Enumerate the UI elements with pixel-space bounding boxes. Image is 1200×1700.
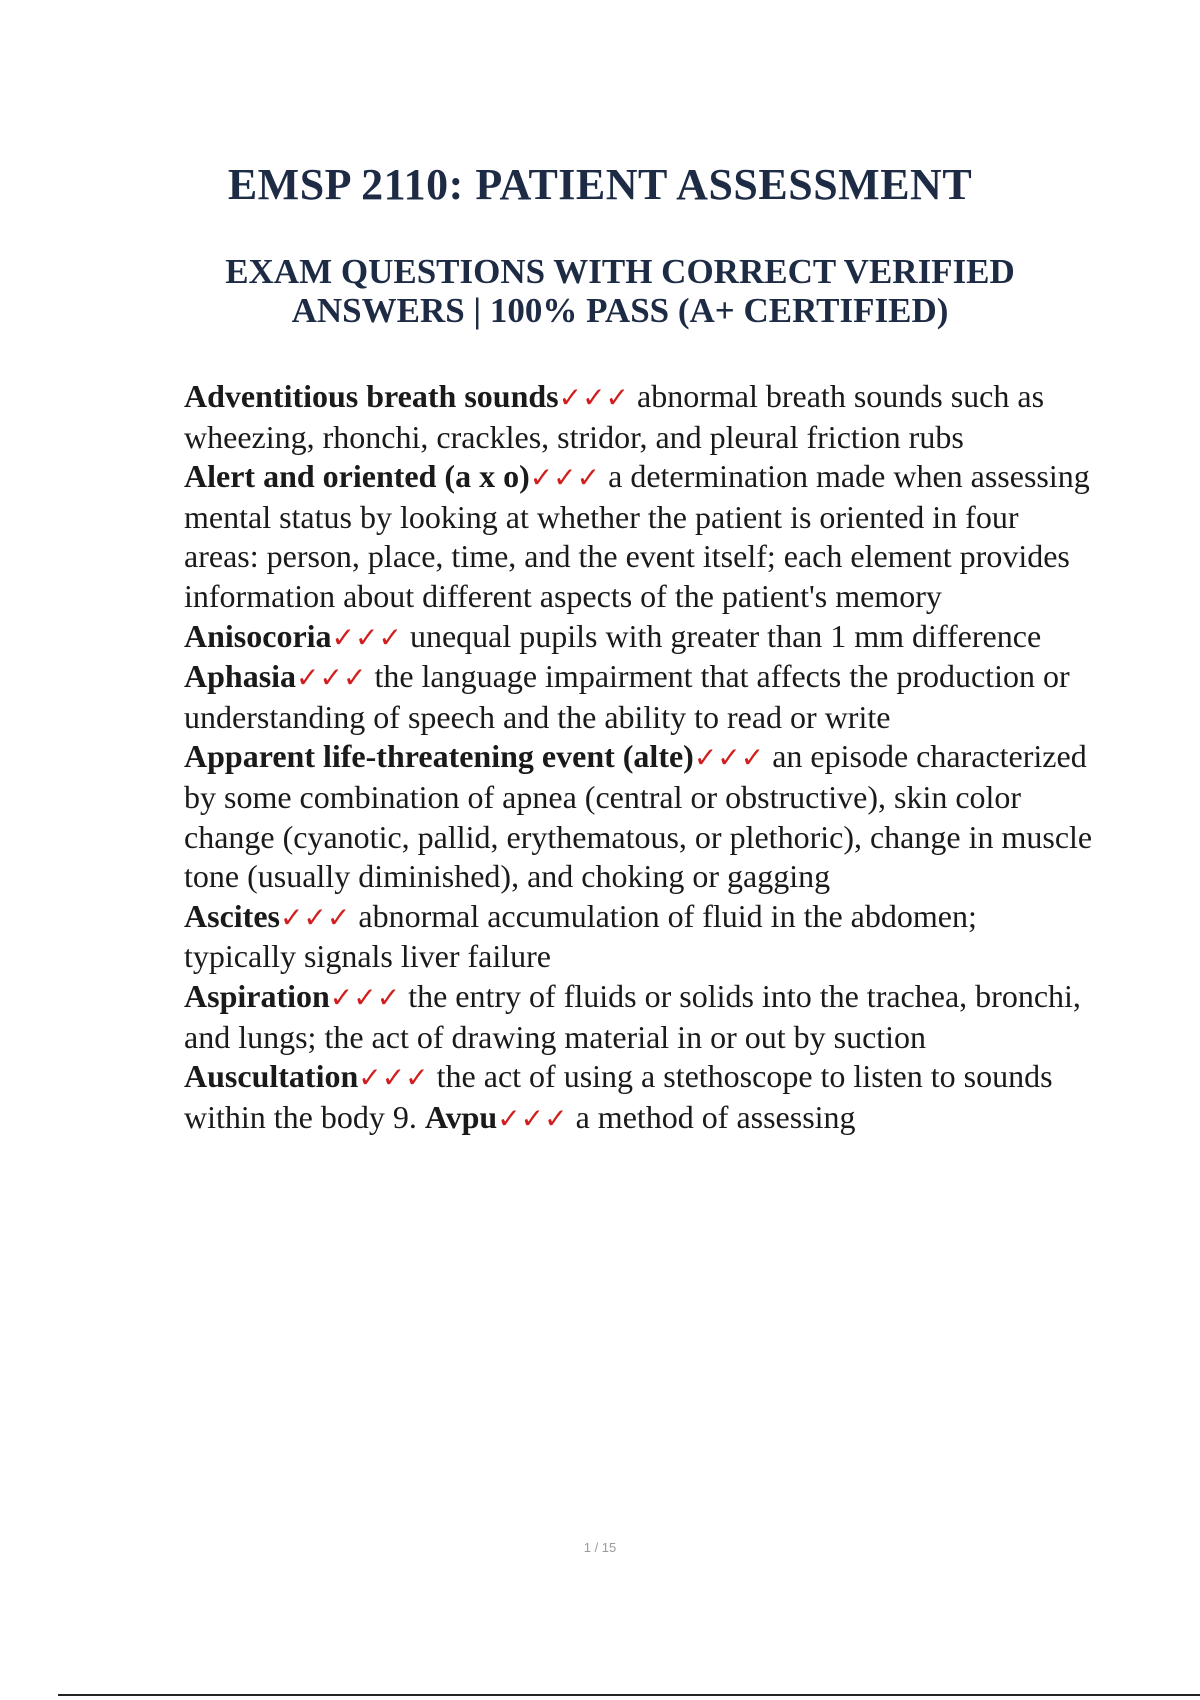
check-marks-icon: ✓✓✓	[331, 620, 402, 654]
glossary-entry	[184, 617, 1094, 658]
entry-definition: the language impairment that affects the production or understanding of speech and the ability to read or write	[184, 658, 1070, 735]
entry-definition: an episode characterized by some combination of apnea (central or obstructive), skin color change (cyanotic, pallid, erythematous, or plethoric), change in muscle tone (usually diminished), and choking or gagging	[184, 738, 1093, 895]
check-marks-icon: ✓✓✓	[558, 381, 630, 414]
entry-term: Anisocoria	[184, 617, 332, 654]
glossary-entry	[184, 1057, 1094, 1138]
check-marks-icon: ✓✓✓	[296, 661, 367, 695]
entry-definition: unequal pupils with greater than 1 mm difference	[401, 617, 1042, 654]
check-marks-icon: ✓✓✓	[358, 1061, 429, 1095]
entry-term: Apparent life-threatening event (alte)	[184, 738, 694, 775]
check-marks-icon: ✓✓✓	[497, 1101, 568, 1135]
entry-definition: the act of using a stethoscope to listen to sounds within the body 9.	[184, 1058, 1053, 1135]
document-subtitle: EXAM QUESTIONS WITH CORRECT VERIFIED ANSWERS | 100% PASS (A+ CERTIFIED)	[225, 252, 1015, 330]
glossary-entry	[184, 897, 1094, 977]
glossary-entry	[184, 737, 1094, 896]
entry-term: Adventitious breath sounds	[184, 378, 559, 414]
entry-term: Avpu	[424, 1098, 498, 1135]
entry-definition: a method of assessing	[567, 1098, 856, 1135]
check-marks-icon: ✓✓✓	[279, 900, 351, 934]
page-divider	[58, 1694, 1200, 1696]
check-marks-icon: ✓✓✓	[329, 980, 401, 1014]
entry-definition: abnormal breath sounds such as wheezing, rhonchi, crackles, stridor, and pleural friction rubs	[184, 378, 1045, 455]
entry-term: Aphasia	[184, 658, 297, 695]
glossary-entry	[184, 457, 1094, 616]
glossary-entry	[184, 657, 1094, 737]
check-marks-icon: ✓✓✓	[693, 741, 765, 775]
glossary-entry	[184, 977, 1094, 1057]
entry-term: Aspiration	[184, 977, 330, 1014]
entry-term: Auscultation	[184, 1058, 359, 1095]
entry-definition: a determination made when assessing mental status by looking at whether the patient is oriented in four areas: person, place, time, and the event itself; each element provides information about different aspects of the patient's memory	[184, 458, 1090, 614]
entry-definition: abnormal accumulation of fluid in the abdomen; typically signals liver failure	[184, 897, 977, 975]
entry-term: Ascites	[184, 897, 280, 934]
check-marks-icon: ✓✓✓	[529, 461, 601, 495]
entry-definition: the entry of fluids or solids into the trachea, bronchi, and lungs; the act of drawing material in or out by suction	[184, 977, 1081, 1055]
page-number: 1 / 15	[583, 1540, 617, 1555]
document-title: EMSP 2110: PATIENT ASSESSMENT	[227, 160, 973, 209]
glossary-entry	[184, 377, 1094, 457]
entry-term: Alert and oriented (a x o)	[184, 458, 530, 495]
glossary-entries	[184, 377, 1094, 1138]
